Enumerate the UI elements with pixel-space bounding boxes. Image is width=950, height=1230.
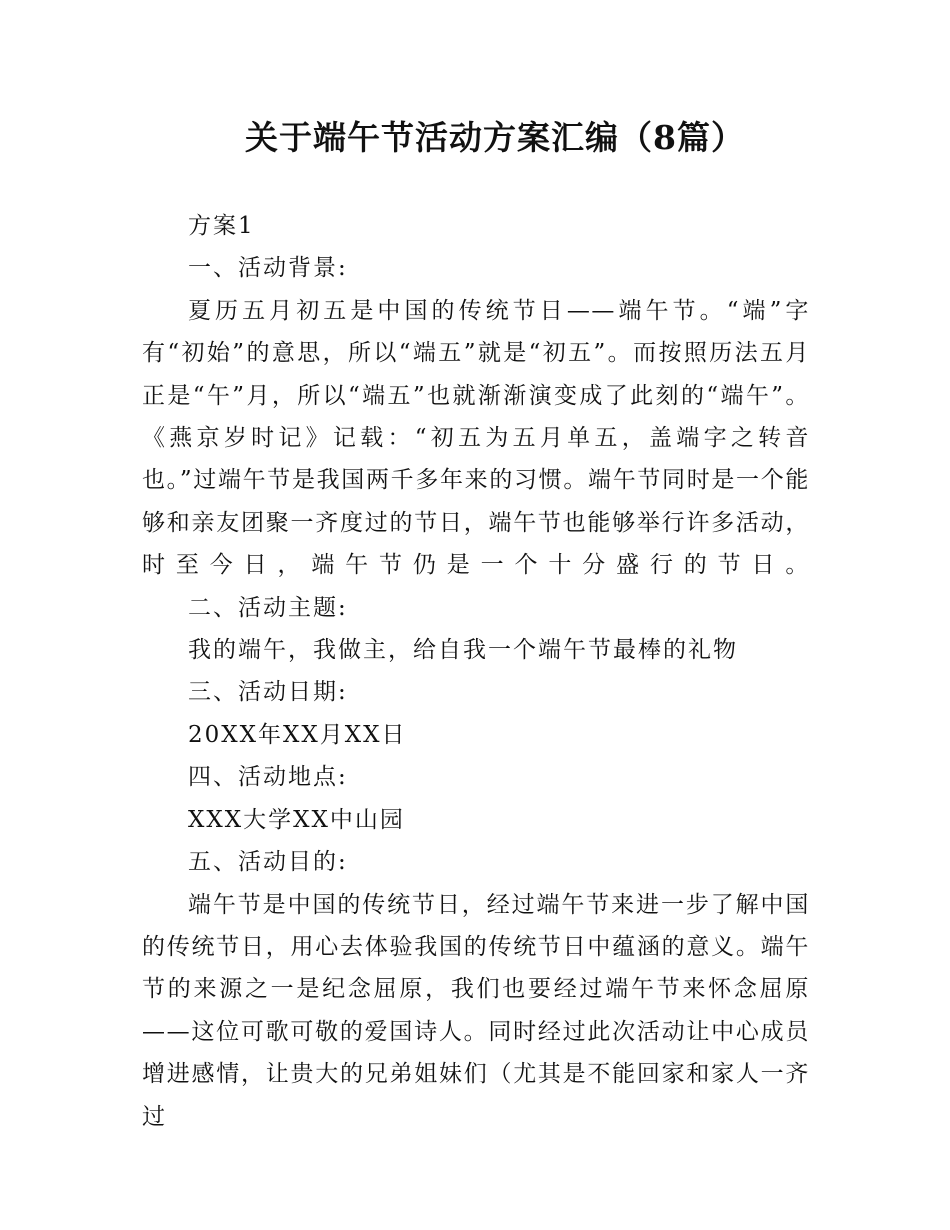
body-paragraph: 20XX年XX月XX日 <box>188 721 407 748</box>
section-heading: 五、活动目的: <box>188 849 348 876</box>
body-paragraph: 我的端午，我做主，给自我一个端午节最棒的礼物 <box>188 637 738 664</box>
body-paragraph: 夏历五月初五是中国的传统节日——端午节。“端”字有“初始”的意思，所以“端五”就是“初五”。而按照历法五月正是“午”月，所以“端五”也就渐渐演变成了此刻的“端午”。《燕京岁时记》记载：“初五为五月单五，盖端字之转音也。”过端午节是我国两千多年来的习惯。端午节同时是一个能够和亲友团聚一齐度过的节日，端午节也能够举行许多活动，时至今日，端午节仍是一个十分盛行的节日。 <box>142 297 810 579</box>
document-body <box>142 205 810 1138</box>
section-heading: 三、活动日期: <box>188 679 348 706</box>
body-paragraph: XXX大学XX中山园 <box>188 806 405 833</box>
section-heading: 方案1 <box>188 213 255 239</box>
section-heading: 二、活动主题: <box>188 594 348 621</box>
section-heading: 一、活动背景: <box>188 255 348 282</box>
section-heading: 四、活动地点: <box>188 764 348 791</box>
body-paragraph: 端午节是中国的传统节日，经过端午节来进一步了解中国的传统节日，用心去体验我国的传统节日中蕴涵的意义。端午节的来源之一是纪念屈原，我们也要经过端午节来怀念屈原——这位可歌可敬的爱国诗人。同时经过此次活动让中心成员增进感情，让贵大的兄弟姐妹们（尤其是不能回家和家人一齐过 <box>142 891 810 1130</box>
document-title: 关于端午节活动方案汇编（8篇） <box>245 118 745 157</box>
